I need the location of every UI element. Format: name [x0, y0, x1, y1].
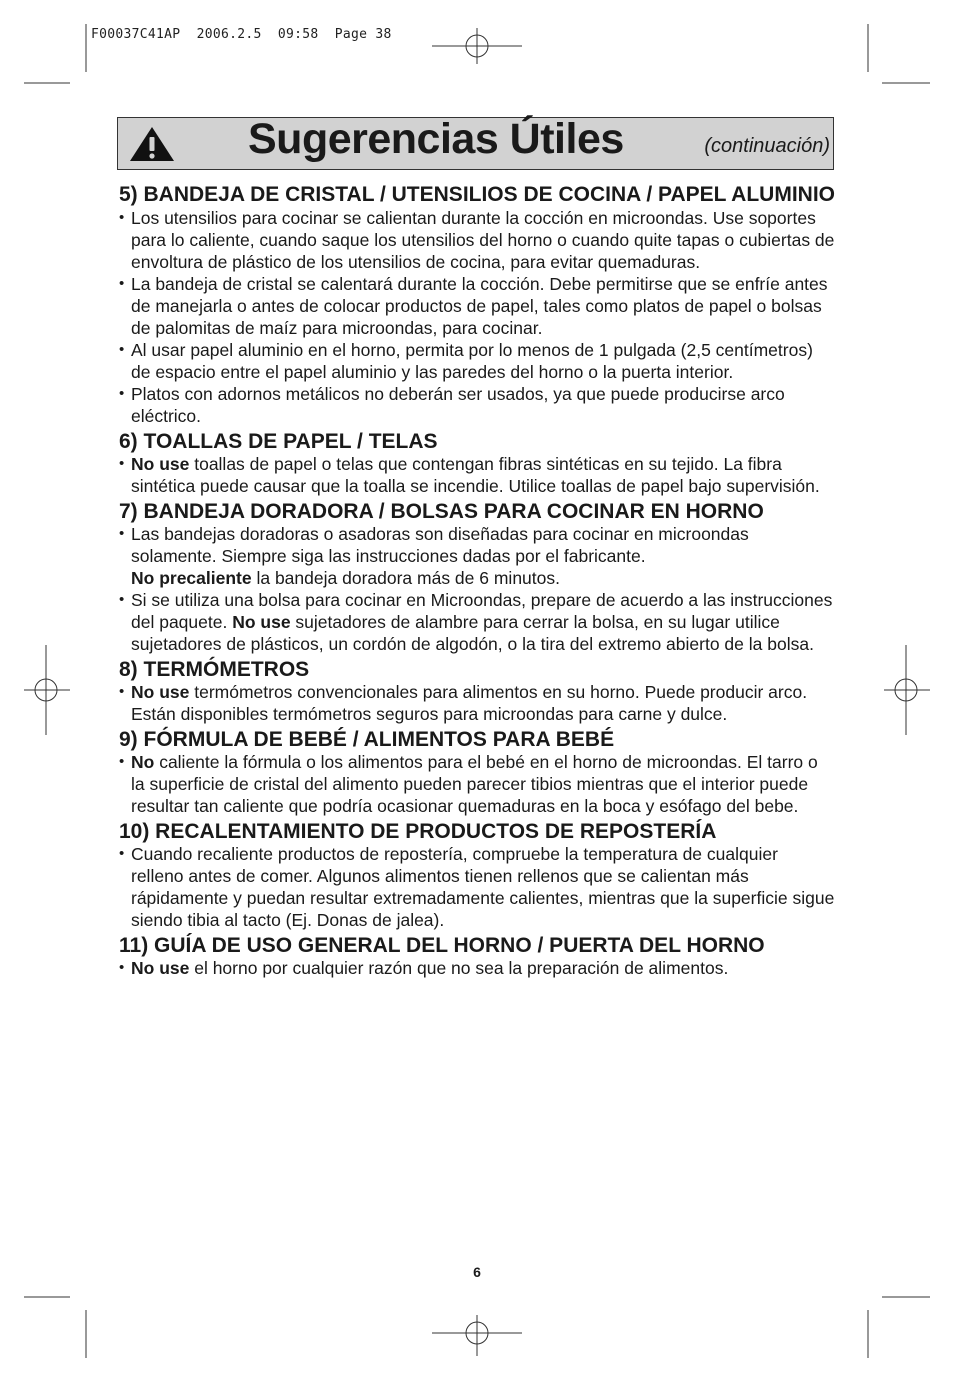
item-emphasis: No use: [131, 454, 190, 474]
list-item: [119, 273, 835, 339]
section-pastry-reheating: [119, 822, 835, 931]
item-emphasis: No precaliente: [131, 568, 252, 588]
page-title: Sugerencias Útiles: [248, 115, 624, 163]
item-emphasis: No: [131, 752, 155, 772]
item-text: Los utensilios para cocinar se calientan durante la cocción en microondas. Use soportes para lo caliente, cuando saque los utensilios del horno o cuando quite tapas o cubiertas de envoltura de plástico de los utensilios de cocina, para evitar quemaduras.: [131, 208, 835, 272]
item-text: Las bandejas doradoras o asadoras son diseñadas para cocinar en microondas solamente. Siempre siga las instrucciones dadas por el fabricante.: [131, 524, 749, 566]
section-title: 8) TERMÓMETROS: [119, 658, 310, 681]
bullet-list: [119, 957, 835, 979]
bullet-list: [119, 751, 835, 817]
section-title: 5) BANDEJA DE CRISTAL / UTENSILIOS DE COCINA / PAPEL ALUMINIO: [119, 183, 835, 206]
registration-mark-icon: [432, 28, 522, 64]
page-number: 6: [473, 1264, 481, 1280]
list-item: [119, 681, 835, 725]
bullet-list: [119, 453, 835, 497]
section-title: 11) GUÍA DE USO GENERAL DEL HORNO / PUERTA DEL HORNO: [119, 934, 765, 957]
registration-mark-icon: [24, 645, 70, 735]
section-title: 10) RECALENTAMIENTO DE PRODUCTOS DE REPOSTERÍA: [119, 820, 717, 843]
section-baby-formula: [119, 730, 835, 817]
bullet-list: [119, 843, 835, 931]
list-item: [119, 339, 835, 383]
item-text: Cuando recaliente productos de repostería, compruebe la temperatura de cualquier relleno antes de comer. Algunos alimentos tienen rellenos que se calientan más rápidamente y puedan resultar extremadamente calientes, mientras que la superficie sigue siendo tibia al tacto (Ej. Donas de jalea).: [131, 844, 835, 930]
item-text: la bandeja doradora más de 6 minutos.: [251, 568, 560, 588]
list-item: [119, 523, 835, 589]
item-emphasis: No use: [131, 958, 190, 978]
item-text: Si se utiliza una bolsa para cocinar en Microondas, prepare de acuerdo a las instrucciones del paquete.: [131, 590, 833, 632]
bullet-list: [119, 681, 835, 725]
item-text: termómetros convencionales para alimentos en su horno. Puede producir arco. Están disponibles termómetros seguros para microondas para carne y dulce.: [131, 682, 808, 724]
item-emphasis: No use: [232, 612, 291, 632]
item-text: La bandeja de cristal se calentará durante la cocción. Debe permitirse que se enfríe antes de manejarla o antes de colocar productos de papel, tales como platos de papel o bolsas de palomitas de maíz para microondas, para cocinar.: [131, 274, 828, 338]
printer-slug: F00037C41AP 2006.2.5 09:58 Page 38: [91, 27, 392, 42]
registration-mark-icon: [432, 1315, 522, 1356]
section-thermometers: [119, 660, 835, 725]
list-item: [119, 383, 835, 427]
section-title: 7) BANDEJA DORADORA / BOLSAS PARA COCINAR EN HORNO: [119, 500, 764, 523]
list-item: [119, 207, 835, 273]
section-title: 6) TOALLAS DE PAPEL / TELAS: [119, 430, 438, 453]
item-text: Platos con adornos metálicos no deberán ser usados, ya que puede producirse arco eléctrico.: [131, 384, 785, 426]
list-item: [119, 843, 835, 931]
bullet-list: [119, 207, 835, 427]
item-text: Al usar papel aluminio en el horno, permita por lo menos de 1 pulgada (2,5 centímetros) de espacio entre el papel aluminio y las paredes del horno o la puerta interior.: [131, 340, 813, 382]
section-glass-tray: [119, 185, 835, 427]
item-text: caliente la fórmula o los alimentos para el bebé en el horno de microondas. El tarro o la superficie de cristal del alimento pueden parecer tibios mientras que el interior puede resultar tan caliente que podría ocasionar quemaduras en la boca y esófago del bebe.: [131, 752, 818, 816]
item-emphasis: No use: [131, 682, 190, 702]
list-item: [119, 751, 835, 817]
list-item: [119, 589, 835, 655]
section-general-use: [119, 936, 835, 979]
item-text: toallas de papel o telas que contengan fibras sintéticas en su tejido. La fibra sintética puede causar que la toalla se incendie. Utilice toallas de papel bajo supervisión.: [131, 454, 820, 496]
section-paper-towels: [119, 432, 835, 497]
warning-triangle-icon: [128, 125, 176, 163]
bullet-list: [119, 523, 835, 655]
list-item: [119, 957, 835, 979]
list-item: [119, 453, 835, 497]
section-title: 9) FÓRMULA DE BEBÉ / ALIMENTOS PARA BEBÉ: [119, 728, 615, 751]
section-browning-dish: [119, 502, 835, 655]
content: [119, 185, 835, 984]
title-banner: [117, 117, 834, 170]
item-text: sujetadores de alambre para cerrar la bolsa, en su lugar utilice sujetadores de plásticos, un cordón de algodón, o la tira del extremo abierto de la bolsa.: [131, 612, 814, 654]
item-text: el horno por cualquier razón que no sea la preparación de alimentos.: [189, 958, 729, 978]
page-subtitle: (continuación): [704, 135, 830, 157]
registration-mark-icon: [884, 645, 930, 735]
